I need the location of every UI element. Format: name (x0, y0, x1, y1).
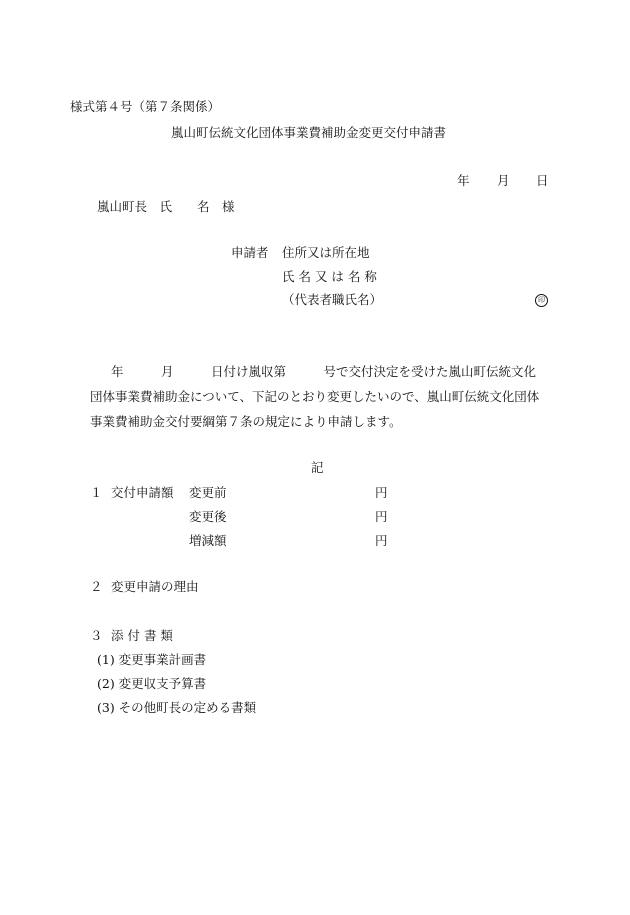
attachment-item: (1) 変更事業計画書 (97, 652, 207, 667)
attachment-item: (2) 変更収支予算書 (97, 676, 207, 691)
document-title: 嵐山町伝統文化団体事業費補助金変更交付申請書 (171, 125, 447, 140)
applicant-representative-label: （代表者職氏名） (282, 292, 383, 307)
ki-heading: 記 (311, 460, 324, 475)
item1-row-before-label: 変更前 (189, 485, 227, 500)
item1-row-after-label: 変更後 (189, 509, 227, 524)
item2-label: 変更申請の理由 (111, 579, 199, 594)
item1-label: 交付申請額 (111, 485, 174, 500)
item2-number: ２ (90, 579, 103, 594)
item1-row-after-unit: 円 (375, 509, 388, 524)
item1-number: １ (90, 485, 103, 500)
date-day-label: 日 (536, 173, 549, 188)
applicant-name-label: 氏 名 又 は 名 称 (282, 269, 377, 284)
body-line-1: 年 月 日付け嵐収第 号で交付決定を受けた嵐山町伝統文化 (111, 364, 537, 379)
applicant-address-label: 住所又は所在地 (282, 245, 370, 260)
body-line-3: 事業費補助金交付要綱第７条の規定により申請します。 (90, 414, 402, 429)
item1-row-diff-label: 増減額 (189, 533, 227, 548)
date-month-label: 月 (497, 173, 510, 188)
seal-mark: 印 (535, 294, 548, 307)
item3-label: 添 付 書 類 (111, 628, 173, 643)
item3-number: ３ (90, 628, 103, 643)
applicant-label: 申請者 (231, 245, 269, 260)
body-line-2: 団体事業費補助金について、下記のとおり変更したいので、嵐山町伝統文化団体 (90, 389, 540, 404)
addressee: 嵐山町長 氏 名 様 (97, 199, 235, 214)
item1-row-diff-unit: 円 (375, 533, 388, 548)
attachment-item: (3) その他町長の定める書類 (97, 700, 257, 715)
item1-row-before-unit: 円 (375, 485, 388, 500)
date-year-label: 年 (457, 173, 470, 188)
form-number: 様式第４号（第７条関係） (70, 99, 221, 114)
